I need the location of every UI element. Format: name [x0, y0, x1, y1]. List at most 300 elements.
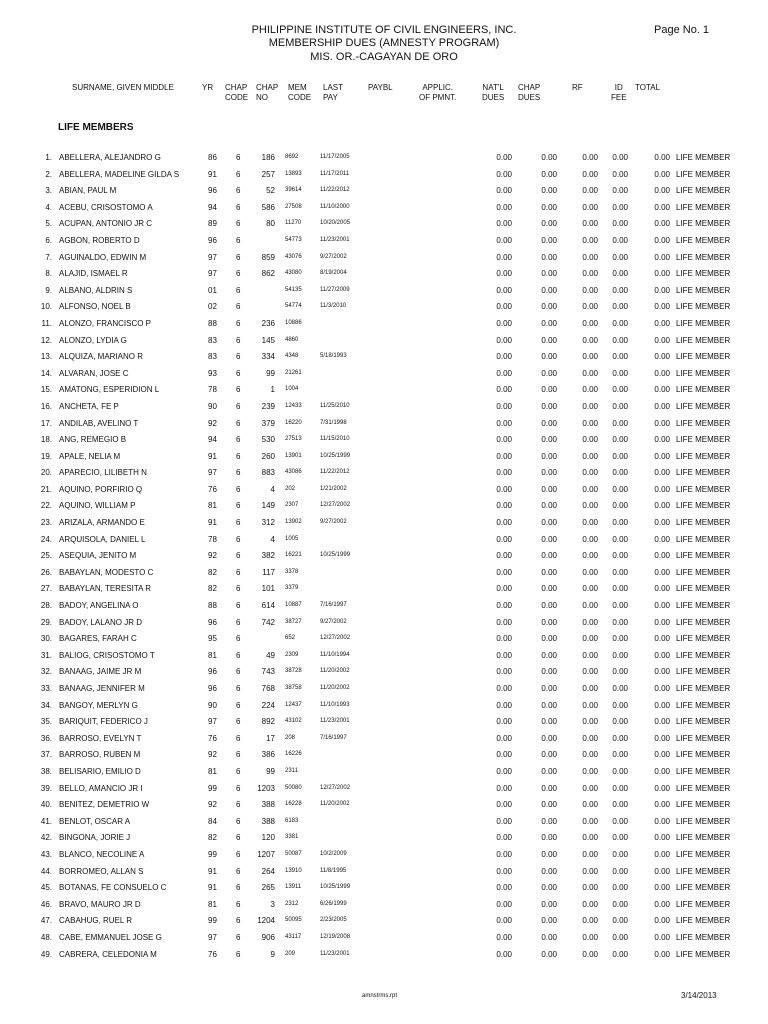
natl-dues: 0.00	[496, 700, 512, 710]
id-fee: 0.00	[612, 534, 628, 544]
row-number: 46.	[40, 899, 52, 909]
id-fee: 0.00	[612, 484, 628, 494]
rf: 0.00	[582, 302, 598, 312]
row-number: 39.	[40, 783, 52, 793]
chap-dues: 0.00	[541, 368, 557, 378]
total: 0.00	[654, 617, 670, 627]
row-number: 37.	[40, 750, 52, 760]
member-name: BARIQUIT, FEDERICO J	[59, 717, 148, 727]
member-name: ANCHETA, FE P	[59, 401, 119, 411]
member-name: ALFONSO, NOEL B	[59, 302, 131, 312]
chap-code: 6	[236, 153, 241, 162]
chap-dues: 0.00	[541, 335, 557, 345]
col-natl-dues-header: NAT'L DUES	[482, 83, 505, 102]
row-number: 4.	[45, 202, 52, 212]
id-fee: 0.00	[612, 816, 628, 826]
member-status: LIFE MEMBER	[676, 800, 731, 810]
col-yr-header: YR	[202, 83, 214, 92]
chap-no: 743	[261, 667, 275, 677]
last-pay: 11/10/1994	[320, 651, 350, 658]
row-number: 45.	[40, 883, 52, 893]
member-status: LIFE MEMBER	[676, 418, 731, 428]
mem-code: 3381	[285, 834, 299, 841]
natl-dues: 0.00	[496, 667, 512, 677]
id-fee: 0.00	[612, 800, 628, 810]
rf: 0.00	[582, 435, 598, 445]
row-number: 14.	[40, 368, 52, 378]
last-pay: 10/20/2005	[320, 220, 351, 227]
chap-no: 145	[261, 335, 275, 345]
year: 89	[208, 219, 217, 229]
chap-no: 260	[261, 451, 275, 461]
chap-no: 388	[261, 816, 275, 826]
rf: 0.00	[582, 849, 598, 859]
last-pay: 11/17/2011	[320, 170, 350, 177]
row-number: 9.	[45, 285, 52, 295]
chap-code: 6	[236, 584, 241, 594]
chap-code: 6	[236, 650, 241, 660]
table-row	[0, 299, 768, 316]
total: 0.00	[654, 186, 670, 196]
chap-code: 6	[236, 567, 241, 577]
id-fee: 0.00	[612, 385, 628, 395]
report-title: PHILIPPINE INSTITUTE OF CIVIL ENGINEERS, INC.	[251, 24, 517, 36]
member-name: BARROSO, EVELYN T	[59, 733, 142, 743]
natl-dues: 0.00	[496, 634, 512, 644]
row-number: 21.	[40, 484, 52, 494]
member-name: APARECIO, LILIBETH N	[59, 468, 147, 478]
member-status: LIFE MEMBER	[676, 368, 731, 378]
table-row	[0, 864, 768, 881]
chap-dues: 0.00	[541, 800, 557, 810]
chap-code: 6	[236, 684, 241, 693]
member-name: ABELLERA, ALEJANDRO G	[59, 153, 161, 162]
table-row	[0, 731, 768, 748]
col-last-pay-header: LAST PAY	[323, 83, 344, 102]
total: 0.00	[654, 202, 670, 212]
id-fee: 0.00	[612, 153, 628, 162]
member-name: BORROMEO, ALLAN S	[59, 866, 144, 876]
year: 99	[208, 916, 217, 926]
mem-code: 2312	[285, 900, 299, 907]
chap-dues: 0.00	[541, 484, 557, 494]
table-row	[0, 432, 768, 449]
last-pay: 11/22/2012	[320, 469, 350, 476]
natl-dues: 0.00	[496, 435, 512, 445]
chap-code: 6	[236, 219, 241, 229]
total: 0.00	[654, 650, 670, 660]
member-status: LIFE MEMBER	[676, 534, 731, 544]
total: 0.00	[654, 717, 670, 727]
member-name: ACUPAN, ANTONIO JR C	[59, 219, 153, 229]
member-name: BADOY, LALANO JR D	[59, 617, 142, 627]
member-name: ALONZO, LYDIA G	[59, 335, 127, 345]
rf: 0.00	[582, 866, 598, 876]
member-status: LIFE MEMBER	[676, 401, 731, 411]
total: 0.00	[654, 634, 670, 644]
id-fee: 0.00	[612, 451, 628, 461]
year: 81	[208, 650, 217, 660]
mem-code: 4348	[285, 353, 299, 360]
last-pay: 8/19/2004	[320, 270, 347, 277]
last-pay: 11/10/2000	[320, 203, 350, 210]
member-name: BABAYLAN, MODESTO C	[59, 567, 154, 577]
chap-code: 6	[236, 401, 241, 411]
table-row	[0, 781, 768, 798]
row-number: 5.	[45, 219, 52, 229]
rf: 0.00	[582, 269, 598, 279]
member-name: APALE, NELIA M	[59, 451, 121, 461]
last-pay: 9/27/2002	[320, 253, 347, 260]
chap-code: 6	[236, 866, 241, 876]
member-status: LIFE MEMBER	[676, 932, 731, 942]
table-row	[0, 349, 768, 366]
table-row	[0, 266, 768, 283]
chap-code: 6	[236, 169, 241, 179]
chap-code: 6	[236, 385, 241, 395]
chap-dues: 0.00	[541, 766, 557, 776]
member-table	[0, 150, 768, 963]
table-row	[0, 183, 768, 200]
total: 0.00	[654, 285, 670, 295]
table-row	[0, 167, 768, 184]
total: 0.00	[654, 750, 670, 760]
chap-no: 859	[261, 252, 275, 262]
rf: 0.00	[582, 484, 598, 494]
rf: 0.00	[582, 883, 598, 893]
total: 0.00	[654, 883, 670, 893]
year: 94	[208, 435, 217, 445]
member-name: BAGARES, FARAH C	[59, 634, 137, 644]
member-name: ANG, REMEGIO B	[59, 435, 127, 445]
table-row	[0, 714, 768, 731]
chap-dues: 0.00	[541, 468, 557, 478]
chap-code: 6	[236, 667, 241, 677]
member-status: LIFE MEMBER	[676, 833, 731, 843]
id-fee: 0.00	[612, 567, 628, 577]
row-number: 18.	[40, 435, 52, 445]
table-row	[0, 565, 768, 582]
last-pay: 7/16/1997	[320, 602, 347, 609]
natl-dues: 0.00	[496, 318, 512, 328]
mem-code: 43076	[285, 253, 302, 260]
chap-code: 6	[236, 899, 241, 909]
id-fee: 0.00	[612, 932, 628, 942]
member-status: LIFE MEMBER	[676, 717, 731, 727]
row-number: 31.	[40, 650, 52, 660]
chap-no: 906	[261, 932, 275, 942]
rf: 0.00	[582, 949, 598, 959]
chap-code: 6	[236, 849, 241, 859]
id-fee: 0.00	[612, 833, 628, 843]
chap-no: 892	[261, 717, 275, 727]
row-number: 17.	[40, 418, 52, 428]
chap-code: 6	[236, 932, 241, 942]
chap-no: 614	[261, 601, 275, 611]
col-id-fee-header: ID FEE	[611, 83, 627, 102]
id-fee: 0.00	[612, 418, 628, 428]
last-pay: 10/25/1999	[320, 452, 351, 459]
table-row	[0, 449, 768, 466]
total: 0.00	[654, 567, 670, 577]
row-number: 8.	[45, 269, 52, 279]
total: 0.00	[654, 335, 670, 345]
rf: 0.00	[582, 401, 598, 411]
member-name: BARROSO, RUBEN M	[59, 750, 141, 760]
natl-dues: 0.00	[496, 385, 512, 395]
natl-dues: 0.00	[496, 269, 512, 279]
last-pay: 9/27/2002	[320, 519, 347, 526]
last-pay: 9/27/2002	[320, 618, 347, 625]
year: 91	[208, 883, 217, 893]
rf: 0.00	[582, 584, 598, 594]
year: 92	[208, 551, 217, 561]
table-row	[0, 681, 768, 698]
member-status: LIFE MEMBER	[676, 783, 731, 793]
rf: 0.00	[582, 601, 598, 611]
rf: 0.00	[582, 368, 598, 378]
natl-dues: 0.00	[496, 169, 512, 179]
total: 0.00	[654, 800, 670, 810]
natl-dues: 0.00	[496, 800, 512, 810]
year: 96	[208, 684, 217, 693]
natl-dues: 0.00	[496, 468, 512, 478]
id-fee: 0.00	[612, 667, 628, 677]
natl-dues: 0.00	[496, 534, 512, 544]
member-status: LIFE MEMBER	[676, 435, 731, 445]
total: 0.00	[654, 916, 670, 926]
year: 81	[208, 766, 217, 776]
id-fee: 0.00	[612, 634, 628, 644]
chap-code: 6	[236, 484, 241, 494]
member-name: ARIZALA, ARMANDO E	[59, 518, 145, 528]
row-number: 16.	[40, 401, 52, 411]
id-fee: 0.00	[612, 601, 628, 611]
natl-dues: 0.00	[496, 916, 512, 926]
chap-code: 6	[236, 750, 241, 760]
member-name: ABELLERA, MADELINE GILDA S	[59, 169, 180, 179]
year: 81	[208, 501, 217, 511]
id-fee: 0.00	[612, 501, 628, 511]
member-status: LIFE MEMBER	[676, 750, 731, 760]
last-pay: 12/19/2008	[320, 933, 351, 940]
year: 96	[208, 617, 217, 627]
rf: 0.00	[582, 833, 598, 843]
row-number: 1.	[45, 153, 52, 162]
id-fee: 0.00	[612, 269, 628, 279]
table-row	[0, 698, 768, 715]
chap-code: 6	[236, 617, 241, 627]
year: 97	[208, 468, 217, 478]
chap-dues: 0.00	[541, 435, 557, 445]
mem-code: 12433	[285, 402, 302, 409]
member-status: LIFE MEMBER	[676, 617, 731, 627]
chap-dues: 0.00	[541, 352, 557, 362]
chap-code: 6	[236, 733, 241, 743]
chap-dues: 0.00	[541, 833, 557, 843]
last-pay: 1/21/2002	[320, 485, 347, 492]
year: 96	[208, 186, 217, 196]
table-row	[0, 399, 768, 416]
year: 92	[208, 800, 217, 810]
col-chap-dues-header: CHAP DUES	[518, 83, 541, 102]
id-fee: 0.00	[612, 468, 628, 478]
chap-dues: 0.00	[541, 567, 557, 577]
total: 0.00	[654, 352, 670, 362]
chap-code: 6	[236, 501, 241, 511]
chap-dues: 0.00	[541, 534, 557, 544]
total: 0.00	[654, 551, 670, 561]
member-name: BANGOY, MERLYN G	[59, 700, 138, 710]
natl-dues: 0.00	[496, 601, 512, 611]
natl-dues: 0.00	[496, 650, 512, 660]
table-row	[0, 366, 768, 383]
row-number: 2.	[45, 169, 52, 179]
row-number: 40.	[40, 800, 52, 810]
id-fee: 0.00	[612, 766, 628, 776]
member-name: BOTANAS, FE CONSUELO C	[59, 883, 167, 893]
mem-code: 4860	[285, 336, 299, 343]
mem-code: 54773	[285, 236, 302, 243]
chap-dues: 0.00	[541, 551, 557, 561]
year: 78	[208, 534, 217, 544]
mem-code: 43080	[285, 270, 302, 277]
chap-code: 6	[236, 916, 241, 926]
member-status: LIFE MEMBER	[676, 650, 731, 660]
natl-dues: 0.00	[496, 202, 512, 212]
member-status: LIFE MEMBER	[676, 899, 731, 909]
col-paybl-header: PAYBL	[368, 83, 393, 92]
rf: 0.00	[582, 766, 598, 776]
member-status: LIFE MEMBER	[676, 883, 731, 893]
natl-dues: 0.00	[496, 932, 512, 942]
id-fee: 0.00	[612, 717, 628, 727]
natl-dues: 0.00	[496, 368, 512, 378]
rf: 0.00	[582, 534, 598, 544]
mem-code: 13910	[285, 867, 302, 874]
mem-code: 50095	[285, 917, 302, 924]
chap-dues: 0.00	[541, 451, 557, 461]
table-row	[0, 897, 768, 914]
rf: 0.00	[582, 385, 598, 395]
member-status: LIFE MEMBER	[676, 202, 731, 212]
mem-code: 16226	[285, 751, 302, 758]
chap-dues: 0.00	[541, 318, 557, 328]
last-pay: 11/17/2005	[320, 154, 350, 160]
chap-no: 379	[261, 418, 275, 428]
natl-dues: 0.00	[496, 518, 512, 528]
id-fee: 0.00	[612, 285, 628, 295]
chap-dues: 0.00	[541, 252, 557, 262]
chap-dues: 0.00	[541, 269, 557, 279]
year: 83	[208, 335, 217, 345]
total: 0.00	[654, 269, 670, 279]
last-pay: 11/3/2010	[320, 303, 347, 310]
year: 78	[208, 385, 217, 395]
id-fee: 0.00	[612, 916, 628, 926]
rf: 0.00	[582, 634, 598, 644]
member-name: BADOY, ANGELINA O	[59, 601, 139, 611]
member-status: LIFE MEMBER	[676, 153, 731, 162]
table-row	[0, 250, 768, 267]
chap-no: 1	[270, 385, 275, 395]
chap-code: 6	[236, 783, 241, 793]
member-name: BRAVO, MAURO JR D	[59, 899, 141, 909]
id-fee: 0.00	[612, 186, 628, 196]
rf: 0.00	[582, 916, 598, 926]
natl-dues: 0.00	[496, 551, 512, 561]
chap-code: 6	[236, 949, 241, 959]
total: 0.00	[654, 684, 670, 693]
mem-code: 38758	[285, 685, 302, 691]
mem-code: 8692	[285, 154, 299, 160]
rf: 0.00	[582, 733, 598, 743]
natl-dues: 0.00	[496, 401, 512, 411]
chap-dues: 0.00	[541, 584, 557, 594]
total: 0.00	[654, 501, 670, 511]
member-name: BANAAG, JAIME JR M	[59, 667, 142, 677]
mem-code: 27513	[285, 436, 302, 443]
member-name: BANAAG, JENNIFER M	[59, 684, 145, 693]
natl-dues: 0.00	[496, 302, 512, 312]
member-status: LIFE MEMBER	[676, 269, 731, 279]
natl-dues: 0.00	[496, 733, 512, 743]
total: 0.00	[654, 733, 670, 743]
last-pay: 11/27/2009	[320, 286, 350, 293]
mem-code: 208	[285, 734, 296, 741]
member-status: LIFE MEMBER	[676, 302, 731, 312]
mem-code: 2309	[285, 651, 299, 658]
chap-dues: 0.00	[541, 385, 557, 395]
member-name: ALQUIZA, MARIANO R	[59, 352, 144, 362]
natl-dues: 0.00	[496, 750, 512, 760]
natl-dues: 0.00	[496, 783, 512, 793]
chap-dues: 0.00	[541, 916, 557, 926]
chap-dues: 0.00	[541, 617, 557, 627]
chap-no: 120	[261, 833, 275, 843]
rf: 0.00	[582, 717, 598, 727]
total: 0.00	[654, 601, 670, 611]
chap-code: 6	[236, 451, 241, 461]
last-pay: 12/27/2002	[320, 635, 351, 642]
rf: 0.00	[582, 518, 598, 528]
chap-no: 80	[266, 219, 275, 229]
id-fee: 0.00	[612, 352, 628, 362]
chap-code: 6	[236, 435, 241, 445]
chap-dues: 0.00	[541, 285, 557, 295]
rf: 0.00	[582, 335, 598, 345]
chap-no: 1204	[257, 916, 275, 926]
natl-dues: 0.00	[496, 352, 512, 362]
row-number: 49.	[40, 949, 52, 959]
year: 90	[208, 401, 217, 411]
id-fee: 0.00	[612, 949, 628, 959]
year: 76	[208, 949, 217, 959]
chap-code: 6	[236, 816, 241, 826]
member-status: LIFE MEMBER	[676, 584, 731, 594]
total: 0.00	[654, 169, 670, 179]
mem-code: 2311	[285, 767, 298, 774]
rf: 0.00	[582, 551, 598, 561]
rf: 0.00	[582, 783, 598, 793]
member-name: ABIAN, PAUL M	[59, 186, 117, 196]
row-number: 11.	[41, 318, 52, 328]
chap-code: 6	[236, 252, 241, 262]
chap-dues: 0.00	[541, 634, 557, 644]
mem-code: 1004	[285, 386, 299, 393]
natl-dues: 0.00	[496, 833, 512, 843]
chap-code: 6	[236, 202, 241, 212]
